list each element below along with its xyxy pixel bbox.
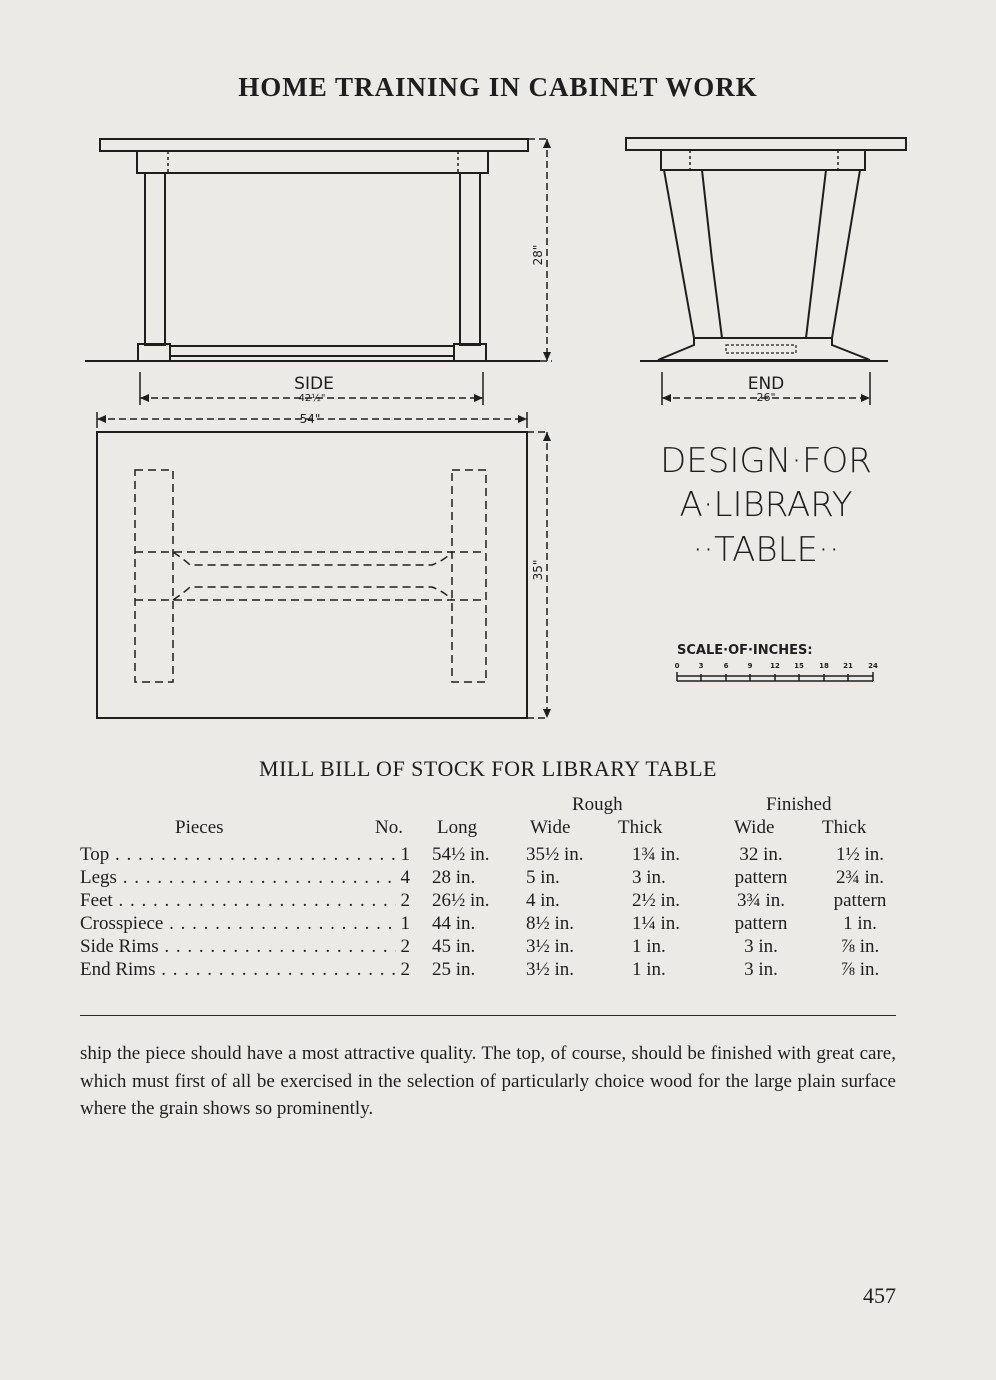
finished-thick: 2¾ in.	[835, 867, 885, 888]
finished-thick: ⅞ in.	[840, 959, 880, 980]
plan-view	[97, 432, 527, 718]
scale-tick-21: 21	[843, 662, 853, 670]
finished-thick: ⅞ in.	[840, 936, 880, 957]
rough-thick: 1¼ in.	[632, 913, 681, 934]
finished-group-header: Finished	[766, 794, 832, 815]
finished-thick: 1½ in.	[835, 844, 885, 865]
finished-wide: 3 in.	[744, 959, 778, 980]
design-title-line-1: DESIGN·FOR	[660, 441, 872, 481]
finished-wide: 3 in.	[744, 936, 778, 957]
rough-wide: 5 in.	[526, 867, 560, 888]
rough-wide: 4 in.	[526, 890, 560, 911]
finished-wide: 3¾ in.	[736, 890, 786, 911]
table-row	[80, 866, 900, 889]
rough-wide: 3½ in.	[526, 936, 575, 957]
end-width-dimension: 26"	[756, 391, 776, 404]
rough-long: 54½ in.	[432, 844, 490, 865]
finished-wide: pattern	[734, 913, 788, 934]
piece-count: 2	[400, 959, 410, 980]
scale-label: SCALE·OF·INCHES:	[677, 643, 813, 658]
piece-count: 1	[400, 844, 410, 865]
scale-tick-labels	[675, 662, 878, 670]
column-header-row	[80, 816, 900, 843]
rough-thick: 1 in.	[632, 959, 666, 980]
rough-wide: 35½ in.	[526, 844, 584, 865]
piece-count: 1	[400, 913, 410, 934]
side-elevation	[85, 139, 540, 361]
rough-thick: 3 in.	[632, 867, 666, 888]
piece-name: End Rims	[80, 959, 156, 980]
mill-bill-title: MILL BILL OF STOCK FOR LIBRARY TABLE	[259, 756, 717, 781]
scale-tick-3: 3	[698, 662, 704, 670]
table-row	[80, 935, 900, 958]
rough-thick: 2½ in.	[632, 890, 681, 911]
piece-name: Legs	[80, 867, 117, 888]
pieces-header: Pieces	[175, 817, 224, 838]
table-row	[80, 958, 900, 981]
rough-wide: 3½ in.	[526, 959, 575, 980]
side-width-dimension: 42½"	[298, 393, 326, 404]
end-elevation	[626, 138, 906, 361]
side-label: SIDE	[294, 374, 334, 394]
piece-name: Side Rims	[80, 936, 159, 957]
scale-bar	[677, 672, 873, 681]
body-paragraph: ship the piece should have a most attractive quality. The top, of course, should be finished with great care, which must first of all be exercised in the selection of particularly choice wood for the large plain surface where the grain shows so prominently.	[80, 1043, 896, 1119]
piece-name: Feet	[80, 890, 113, 911]
rough-wide-header: Wide	[530, 817, 571, 838]
rough-long: 45 in.	[432, 936, 476, 957]
scale-tick-15: 15	[794, 662, 804, 670]
table-row	[80, 912, 900, 935]
scale-tick-6: 6	[723, 662, 729, 670]
rough-thick: 1¾ in.	[632, 844, 681, 865]
dimension-lines	[97, 139, 870, 718]
finished-wide-header: Wide	[734, 817, 775, 838]
piece-count: 4	[400, 867, 410, 888]
rough-thick: 1 in.	[632, 936, 666, 957]
rough-long: 25 in.	[432, 959, 476, 980]
design-title-line-2: A·LIBRARY	[679, 485, 853, 525]
table-row	[80, 889, 900, 912]
section-divider	[80, 1015, 896, 1016]
group-header-row	[80, 793, 900, 816]
finished-thick: 1 in.	[843, 913, 877, 934]
design-title-line-3: ··TABLE··	[692, 530, 840, 570]
table-row	[80, 843, 900, 866]
no-header: No.	[375, 817, 403, 838]
scale-tick-0: 0	[674, 662, 680, 670]
finished-thick-header: Thick	[822, 817, 867, 838]
page-number: 457	[863, 1283, 896, 1308]
mill-bill-table	[80, 793, 900, 981]
rough-thick-header: Thick	[618, 817, 663, 838]
rough-wide: 8½ in.	[526, 913, 575, 934]
piece-name: Crosspiece	[80, 913, 164, 934]
rough-long: 26½ in.	[432, 890, 490, 911]
top-width-dimension: 35"	[531, 559, 545, 581]
finished-wide: pattern	[734, 867, 788, 888]
end-label: END	[747, 374, 785, 394]
scale-tick-9: 9	[747, 662, 753, 670]
scale-tick-12: 12	[770, 662, 780, 670]
piece-count: 2	[400, 936, 410, 957]
rough-group-header: Rough	[572, 794, 623, 815]
piece-count: 2	[400, 890, 410, 911]
finished-thick: pattern	[833, 890, 887, 911]
rough-long: 28 in.	[432, 867, 476, 888]
piece-name: Top	[80, 844, 110, 865]
rough-long: 44 in.	[432, 913, 476, 934]
top-length-dimension: 54"	[299, 412, 321, 426]
scale-tick-24: 24	[868, 662, 878, 670]
height-dimension: 28"	[531, 244, 545, 266]
long-header: Long	[437, 817, 478, 838]
finished-wide: 32 in.	[739, 844, 783, 865]
running-head: HOME TRAINING IN CABINET WORK	[238, 72, 758, 102]
scale-tick-18: 18	[819, 662, 829, 670]
